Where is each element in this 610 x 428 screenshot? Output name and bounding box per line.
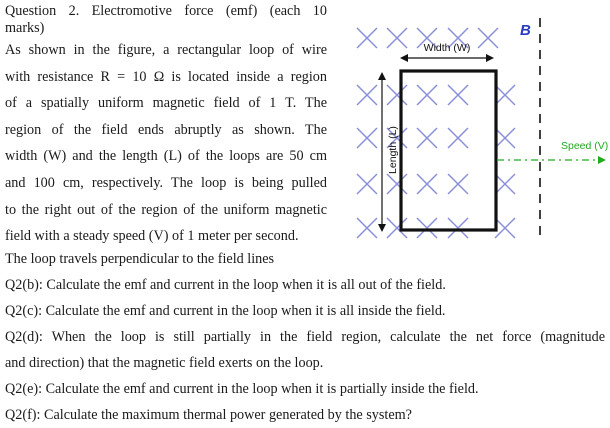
question-heading-cont: marks) <box>5 20 45 36</box>
intro-line: width (W) and the length (L) of the loops are 50 cm <box>5 148 327 165</box>
field-cross <box>495 174 515 194</box>
intro-line: of a spatially uniform magnetic field of 1 T. The <box>5 95 327 112</box>
question-part-c: Q2(c): Calculate the emf and current in the loop when it is all inside the field. <box>5 303 446 319</box>
field-cross <box>387 85 407 105</box>
field-cross <box>448 85 468 105</box>
field-cross <box>417 174 437 194</box>
field-cross <box>417 128 437 148</box>
magnetic-field-figure <box>340 0 610 250</box>
field-cross <box>357 28 377 48</box>
field-cross <box>387 174 407 194</box>
intro-line: As shown in the figure, a rectangular loop of wire <box>5 42 327 58</box>
speed-label: Speed (V) <box>561 140 609 152</box>
wire-loop <box>401 71 496 230</box>
question-part-f: Q2(f): Calculate the maximum thermal power generated by the system? <box>5 407 412 423</box>
question-part-e: Q2(e): Calculate the emf and current in the loop when it is partially inside the field. <box>5 381 479 397</box>
field-cross <box>357 218 377 238</box>
intro-line: region of the field ends abruptly as shown. The <box>5 121 327 138</box>
intro-line: field with a steady speed (V) of 1 meter per second. <box>5 228 299 245</box>
field-cross <box>357 174 377 194</box>
question-part-b: Q2(b): Calculate the emf and current in the loop when it is all out of the field. <box>5 277 446 293</box>
field-cross <box>478 28 498 48</box>
field-cross <box>448 218 468 238</box>
field-cross <box>357 128 377 148</box>
question-heading: Question 2. Electromotive force (emf) (each 10 <box>5 3 327 19</box>
field-cross <box>387 28 407 48</box>
field-cross <box>448 174 468 194</box>
field-cross <box>387 218 407 238</box>
width-label: Width (W) <box>423 42 471 54</box>
field-cross <box>495 85 515 105</box>
field-cross <box>417 218 437 238</box>
field-crosses <box>357 28 515 238</box>
question-parts <box>5 246 605 428</box>
question-intro <box>5 3 327 250</box>
intro-line: to the right out of the region of the uniform magnetic <box>5 201 327 218</box>
field-cross <box>495 128 515 148</box>
question-part-d: Q2(d): When the loop is still partially in the field region, calculate the net force (magnitude <box>5 329 605 345</box>
length-label: Length (L) <box>387 126 399 174</box>
field-label-B: B <box>520 22 531 39</box>
intro-line: and 100 cm, respectively. The loop is being pulled <box>5 174 327 191</box>
field-cross <box>495 218 515 238</box>
figure-svg <box>340 0 610 250</box>
field-cross <box>417 85 437 105</box>
intro-line: with resistance R = 10 Ω is located inside a region <box>5 68 327 85</box>
field-cross <box>448 128 468 148</box>
question-tail-line: The loop travels perpendicular to the field lines <box>5 251 275 267</box>
question-part-d-cont: and direction) that the magnetic field exerts on the loop. <box>5 355 324 371</box>
field-cross <box>357 85 377 105</box>
